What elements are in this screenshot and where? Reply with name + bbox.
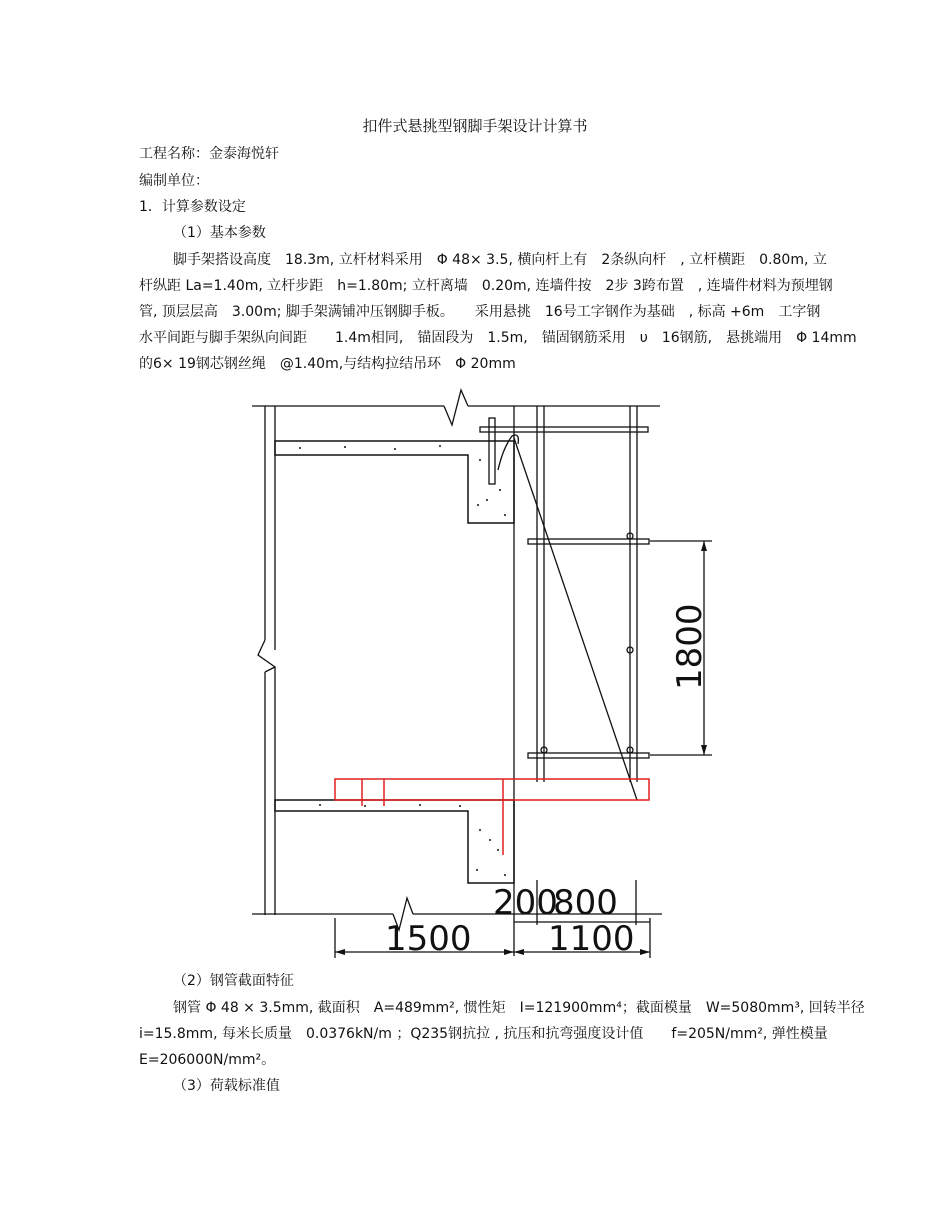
paragraph-line: 脚手架搭设高度 18.3m, 立杆材料采用 Φ 48× 3.5, 横向杆上有 2条纵向杆 , 立杆横距 0.80m, 立	[173, 252, 827, 268]
subsection-load-standard: （3）荷载标准值	[173, 1078, 280, 1094]
paragraph-line: 的6× 19钢芯钢丝绳 @1.40m,与结构拉结吊环 Φ 20mm	[139, 356, 516, 372]
paragraph-line: E=206000N/mm²。	[139, 1052, 276, 1068]
paragraph-line: 管, 顶层层高 3.00m; 脚手架满铺冲压钢脚手板。 采用悬挑 16号工字钢作为基础 , 标高 +6m 工字钢	[139, 304, 821, 320]
document-title: 扣件式悬挑型钢脚手架设计计算书	[362, 117, 588, 135]
paragraph-line: 杆纵距 La=1.40m, 立杆步距 h=1.80m; 立杆离墙 0.20m, 连墙件按 2步 3跨布置 , 连墙件材料为预埋钢	[139, 278, 833, 294]
paragraph-line: i=15.8mm, 每米长质量 0.0376kN/m ；Q235钢抗拉 , 抗压和抗弯强度设计值 f=205N/mm², 弹性模量	[139, 1026, 828, 1042]
dim-width-small: 800	[553, 883, 618, 923]
paragraph-line: 水平间距与脚手架纵向间距 1.4m相同, 锚固段为 1.5m, 锚固钢筋采用 υ 16钢筋, 悬挑端用 Φ 14mm	[139, 330, 857, 346]
paragraph-line: 钢管 Φ 48 × 3.5mm, 截面积 A=489mm², 惯性矩 I=121900mm⁴；截面模量 W=5080mm³, 回转半径	[173, 1000, 865, 1016]
dim-overhang: 1100	[548, 919, 635, 959]
dim-height: 1800	[670, 603, 710, 690]
dim-anchor: 1500	[385, 919, 472, 959]
compiler-unit: 编制单位：	[139, 173, 209, 189]
section-1-heading: 1．计算参数设定	[139, 199, 246, 215]
subsection-basic-params: （1）基本参数	[173, 225, 266, 241]
dim-gap: 200	[493, 883, 558, 923]
pipe-section-paragraph	[139, 995, 865, 1073]
project-name: 工程名称：金泰海悦轩	[139, 146, 279, 162]
subsection-pipe-section: （2）钢管截面特征	[173, 973, 294, 989]
